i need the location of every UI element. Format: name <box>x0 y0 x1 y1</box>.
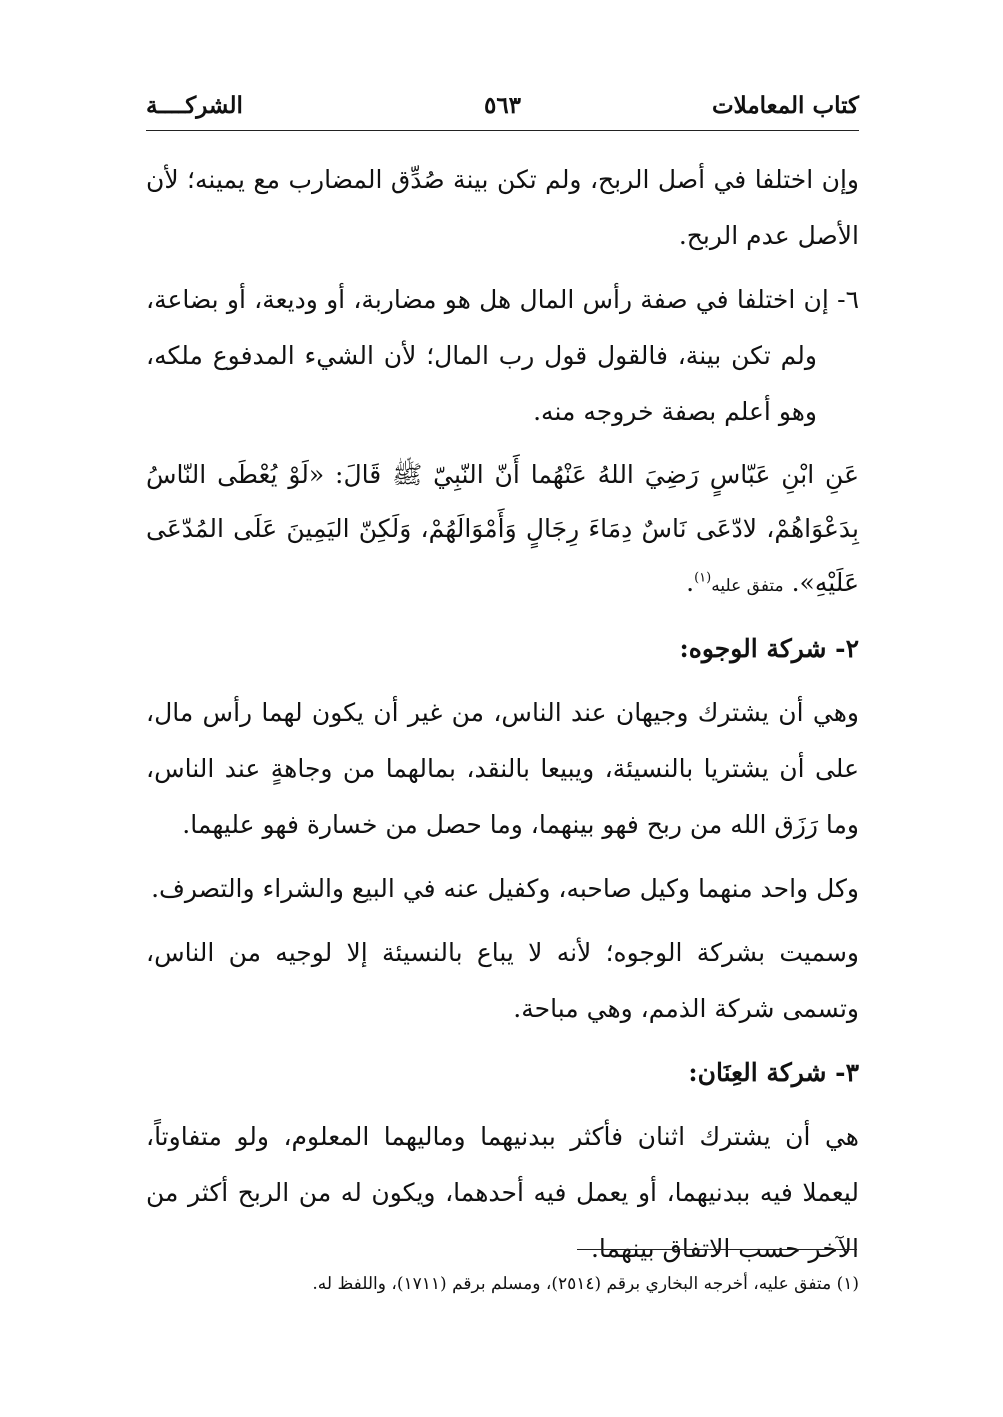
footnote-divider <box>577 1249 857 1250</box>
paragraph-wujuh-agency: وكل واحد منهما وكيل صاحبه، وكفيل عنه في البيع والشراء والتصرف. <box>151 874 859 903</box>
paragraph-profit-dispute: وإن اختلفا في أصل الربح، ولم تكن بينة صُدِّق المضارب مع يمينه؛ لأن الأصل عدم الربح. <box>146 165 859 250</box>
footnote-reference[interactable]: (١) <box>694 570 712 586</box>
hadith-text: عَنِ ابْنِ عَبّاسٍ رَضِيَ اللهُ عَنْهُما أَنّ النّبِيّ ﷺ قَالَ: «لَوْ يُعْطَى النّاسُ بِدَعْوَاهُمْ، لادّعَى نَاسٌ دِمَاءَ رِجَالٍ وَأَمْوَالَهُمْ، وَلَكِنّ اليَمِينَ عَلَى المُدّعَى عَلَيْهِ». <box>146 460 859 597</box>
heading-wujuh: ٢- شركة الوجوه: <box>679 634 859 663</box>
chapter-title: الشركــــة <box>146 92 243 119</box>
book-title: كتاب المعاملات <box>711 92 859 119</box>
heading-inan: ٣- شركة العِنَان: <box>688 1058 859 1087</box>
paragraph-capital-dispute: ٦- إن اختلفا في صفة رأس المال هل هو مضاربة، أو وديعة، أو بضاعة، ولم تكن بينة، فالقول قول رب المال؛ لأن الشيء المدفوع ملكه، وهو أعلم بصفة خروجه منه. <box>146 285 859 426</box>
header-divider <box>146 130 859 131</box>
page-number: ٥٦٣ <box>483 92 522 119</box>
hadith-source: متفق عليه <box>711 576 784 596</box>
running-header <box>146 92 859 132</box>
paragraph-inan-definition: هي أن يشترك اثنان فأكثر ببدنيهما وماليهما المعلوم، ولو متفاوتاً، ليعملا فيه ببدنيهما، أو يعمل فيه أحدهما، ويكون له من الربح أكثر من الآخر حسب الاتفاق بينهما. <box>146 1122 859 1263</box>
paragraph-wujuh-definition: وهي أن يشترك وجيهان عند الناس، من غير أن يكون لهما رأس مال، على أن يشتريا بالنسيئة، ويبيعا بالنقد، بمالهما من وجاهةٍ عند الناس، وما رَزَق الله من ربح فهو بينهما، وما حصل من خسارة فهو عليهما. <box>146 698 859 839</box>
paragraph-wujuh-naming: وسميت بشركة الوجوه؛ لأنه لا يباع بالنسيئة إلا لوجيه من الناس، وتسمى شركة الذمم، وهي مباحة. <box>146 938 859 1023</box>
hadith-end: . <box>686 568 695 597</box>
footnote: (١) متفق عليه، أخرجه البخاري برقم (٢٥١٤)، ومسلم برقم (١٧١١)، واللفظ له. <box>312 1274 859 1294</box>
hadith-paragraph <box>146 448 859 613</box>
page-body <box>146 152 859 1285</box>
